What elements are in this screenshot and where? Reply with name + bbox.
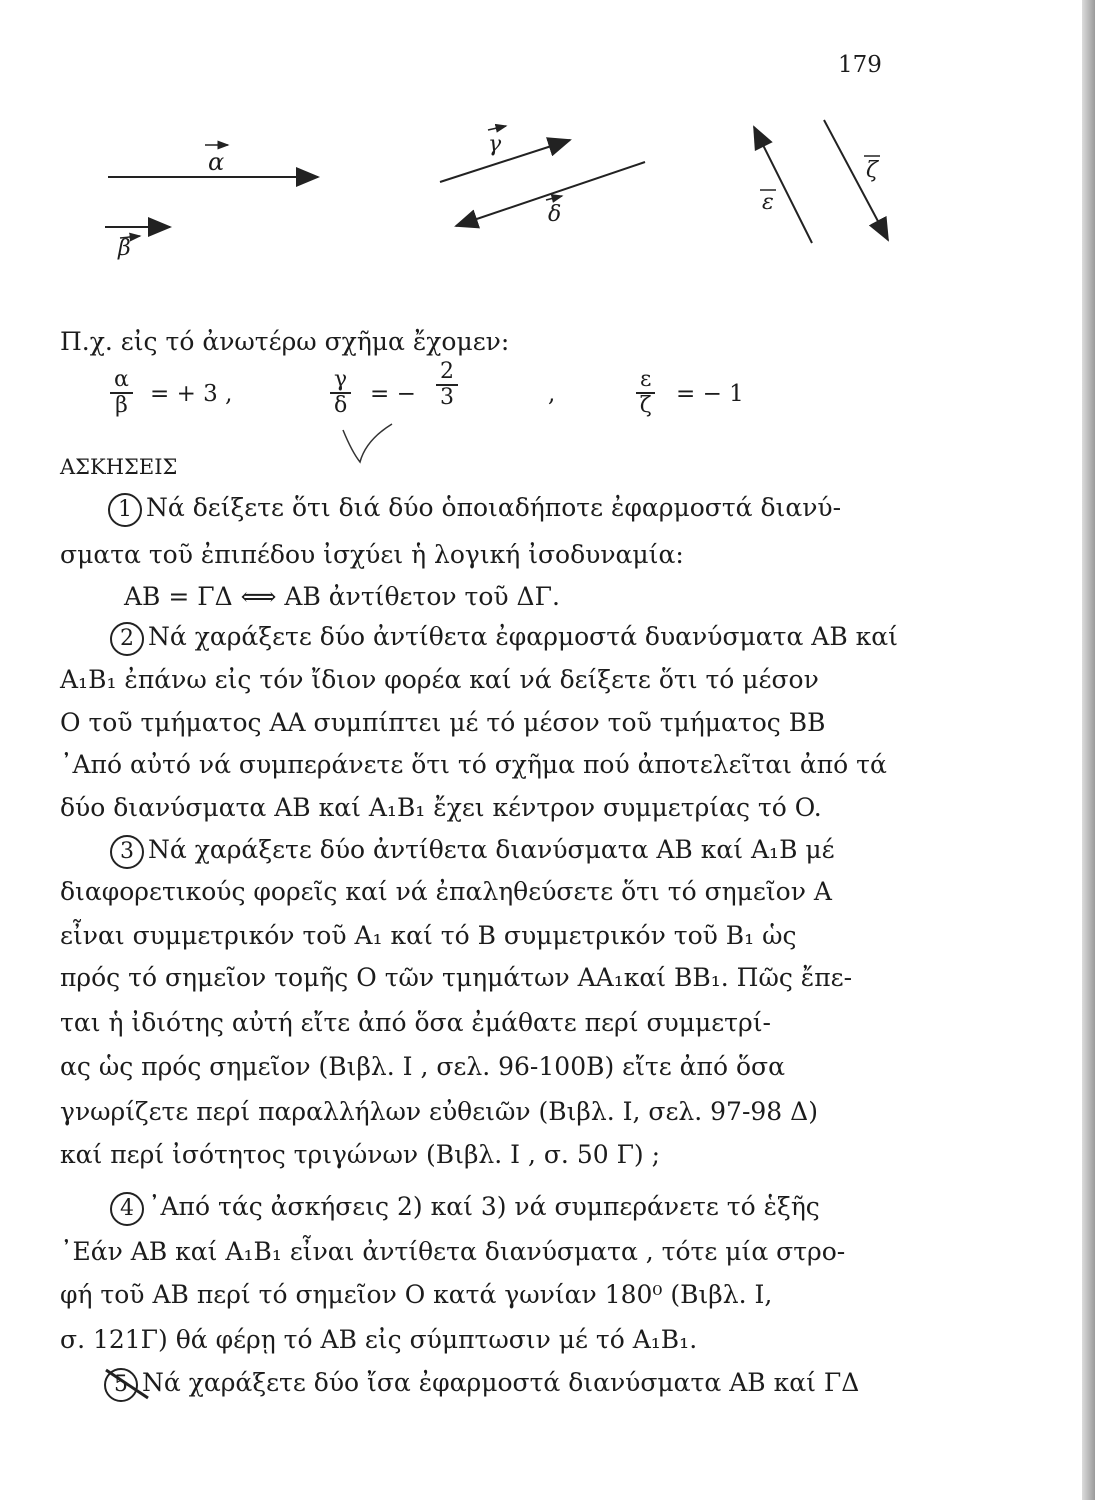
exercise-3-line-6: ας ὡς πρός σημεῖον (Βιβλ. Ι , σελ. 96-100Β) εἴτε ἀπό ὅσα bbox=[60, 1052, 785, 1081]
page-number: 179 bbox=[838, 52, 882, 78]
exercise-4-line-3: φή τοῦ AB περί τό σημεῖον O κατά γωνίαν 180⁰ (Βιβλ. Ι, bbox=[60, 1280, 773, 1309]
label-alpha: α bbox=[208, 148, 225, 176]
exercise-4-line-4: σ. 121Γ) θά φέρῃ τό AB εἰς σύμπτωσιν μέ τό A₁B₁. bbox=[60, 1325, 698, 1354]
label-beta: β bbox=[118, 236, 131, 261]
exercise-2-line-3: O τοῦ τμήματος AA συμπίπτει μέ τό μέσον τοῦ τμήματος BB bbox=[60, 708, 826, 737]
exercise-3-line-3: εἶναι συμμετρικόν τοῦ A₁ καί τό B συμμετρικόν τοῦ B₁ ὡς bbox=[60, 921, 797, 950]
eq1-value: = + 3 , bbox=[150, 381, 233, 407]
fraction-two-thirds: $\frac{2}{3}$ bbox=[436, 360, 458, 410]
fraction-gamma-delta: $\frac{\gamma}{\delta}$ bbox=[330, 368, 351, 418]
exercise-3-line-1: 3 Νά χαράξετε δύο ἀντίθετα διανύσματα AB καί A₁B μέ bbox=[110, 835, 835, 869]
vector-gamma bbox=[440, 140, 570, 182]
exercise-number: 2 bbox=[110, 622, 144, 656]
pencil-mark-icon bbox=[343, 424, 392, 462]
exercise-2-line-4: ᾿Από αὐτό νά συμπεράνετε ὅτι τό σχῆμα πού ἀποτελεῖται ἀπό τά bbox=[60, 750, 887, 779]
exercise-1-line-2: σματα τοῦ ἐπιπέδου ἰσχύει ἡ λογική ἰσοδυναμία: bbox=[60, 540, 684, 569]
exercise-5-line-1: 5 Νά χαράξετε δύο ἴσα ἐφαρμοστά διανύσματα AB καί ΓΔ bbox=[104, 1368, 859, 1402]
vector-zeta bbox=[824, 120, 888, 240]
eq2-comma: , bbox=[548, 381, 556, 407]
exercise-number: 4 bbox=[110, 1192, 144, 1226]
fraction-epsilon-zeta: $\frac{\varepsilon}{\zeta}$ bbox=[636, 368, 655, 418]
section-heading: ΑΣΚΗΣΕΙΣ bbox=[60, 455, 178, 479]
exercise-3-line-5: ται ἡ ἰδιότης αὐτή εἴτε ἀπό ὅσα ἐμάθατε περί συμμετρί- bbox=[60, 1008, 771, 1037]
exercise-4-line-2: ᾿Εάν AB καί A₁B₁ εἶναι ἀντίθετα διανύσματα , τότε μία στρο- bbox=[60, 1237, 846, 1266]
eq2-sign: = − bbox=[370, 381, 416, 407]
exercise-3-line-2: διαφορετικούς φορεῖς καί νά ἐπαληθεύσετε ὅτι τό σημεῖον A bbox=[60, 877, 832, 906]
exercise-3-line-4: πρός τό σημεῖον τομῆς O τῶν τμημάτων AA₁καί BB₁. Πῶς ἔπε- bbox=[60, 963, 853, 992]
exercise-number: 5 bbox=[104, 1368, 138, 1402]
label-zeta: ζ bbox=[866, 158, 878, 183]
exercise-3-line-7: γνωρίζετε περί παραλλήλων εὐθειῶν (Βιβλ. Ι, σελ. 97-98 Δ) bbox=[60, 1097, 818, 1126]
exercise-2-line-1: 2 Νά χαράξετε δύο ἀντίθετα ἐφαρμοστά δυανύσματα AB καί bbox=[110, 622, 898, 656]
eq3-value: = − 1 bbox=[676, 381, 744, 407]
label-delta: δ bbox=[548, 202, 562, 227]
vector-epsilon bbox=[754, 127, 812, 243]
exercise-1-line-1: 1 Νά δείξετε ὅτι διά δύο ὁποιαδήποτε ἐφαρμοστά διανύ- bbox=[108, 493, 841, 527]
label-epsilon: ε bbox=[762, 190, 774, 215]
exercise-4-line-1: 4 ᾿Από τάς ἀσκήσεις 2) καί 3) νά συμπεράνετε τό ἑξῆς bbox=[110, 1192, 820, 1226]
exercise-number: 3 bbox=[110, 835, 144, 869]
exercise-1-line-3: AB = ΓΔ ⟺ AB ἀντίθετον τοῦ ΔΓ. bbox=[124, 582, 560, 611]
exercise-2-line-2: A₁B₁ ἐπάνω εἰς τόν ἴδιον φορέα καί νά δείξετε ὅτι τό μέσον bbox=[60, 665, 819, 694]
exercise-3-line-8: καί περί ἰσότητος τριγώνων (Βιβλ. Ι , σ. 50 Γ) ; bbox=[60, 1140, 661, 1169]
exercise-2-line-5: δύο διανύσματα AB καί A₁B₁ ἔχει κέντρον συμμετρίας τό O. bbox=[60, 793, 822, 822]
exercise-number: 1 bbox=[108, 493, 142, 527]
label-gamma: γ bbox=[488, 132, 502, 157]
example-intro: Π.χ. εἰς τό ἀνωτέρω σχῆμα ἔχομεν: bbox=[60, 327, 510, 356]
fraction-alpha-beta: $\frac{\alpha}{\beta}$ bbox=[110, 368, 133, 418]
